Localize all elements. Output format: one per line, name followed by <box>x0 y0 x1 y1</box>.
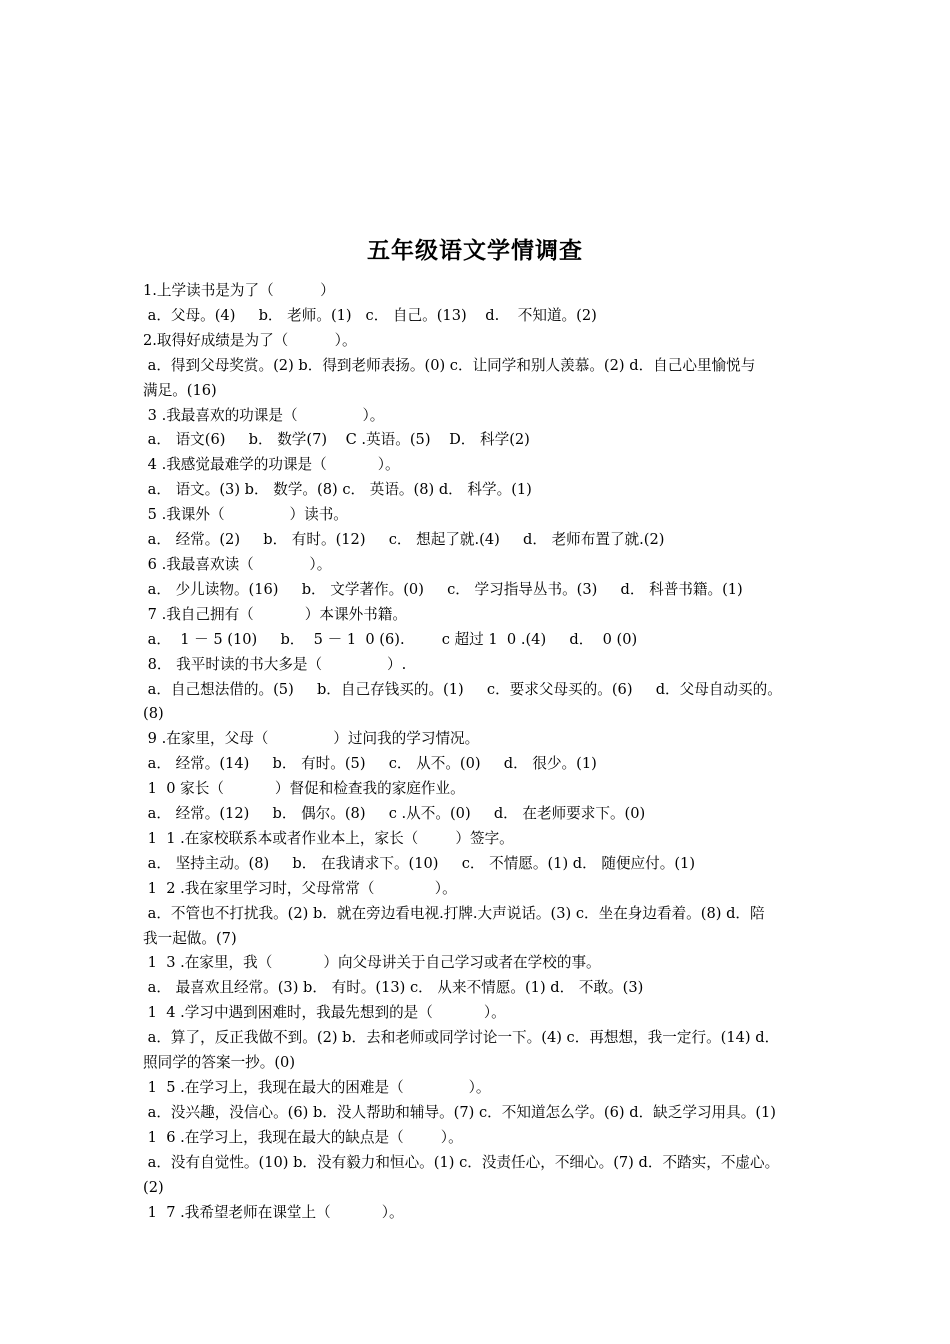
survey-line: a． 1 － 5 (10) b． 5 － 1 0 (6). c 超过 1 0 .(4) d． 0 (0) <box>143 630 638 648</box>
survey-line: a． 坚持主动。(8) b． 在我请求下。(10) c． 不情愿。(1) d． 随便应付。(1) <box>143 854 696 872</box>
survey-line: a．父母。(4) b． 老师。(1) c． 自己。(13) d. 不知道。(2) <box>143 306 597 324</box>
survey-line: 8． 我平时读的书大多是（ ）. <box>143 655 407 673</box>
survey-line: 4 .我感觉最难学的功课是（ ）。 <box>143 456 400 474</box>
survey-line: a．自己想法借的。(5) b．自己存钱买的。(1) c．要求父母买的。(6) d．父母自动买的。 <box>143 680 782 698</box>
survey-line: 1.上学读书是为了（ ） <box>143 282 335 299</box>
survey-line: a．没有自觉性。(10) b．没有毅力和恒心。(1) c．没责任心，不细心。(7) d．不踏实，不虚心。 <box>143 1153 780 1171</box>
survey-line: 1 0 家长（ ）督促和检查我的家庭作业。 <box>143 780 465 798</box>
survey-line: a． 最喜欢且经常。(3) b． 有时。(13) c． 从来不情愿。(1) d． 不敢。(3) <box>143 979 644 997</box>
survey-line: 3 .我最喜欢的功课是（ ）。 <box>143 406 385 424</box>
survey-line: 1 2 .我在家里学习时，父母常常（ ）。 <box>143 879 457 897</box>
survey-line: a． 语文。(3) b． 数学。(8) c． 英语。(8) d． 科学。(1) <box>143 481 532 499</box>
survey-line: 1 3 .在家里，我（ ）向父母讲关于自己学习或者在学校的事。 <box>143 954 601 972</box>
survey-line: (8) <box>143 705 164 723</box>
survey-line: a．得到父母奖赏。(2) b．得到老师表扬。(0) c．让同学和别人羡慕。(2) d．自己心里愉悦与 <box>143 356 756 374</box>
survey-line: 1 4 .学习中遇到困难时，我最先想到的是（ ）。 <box>143 1004 506 1022</box>
survey-line: a． 经常。(12) b． 偶尔。(8) c .从不。(0) d． 在老师要求下。(0) <box>143 805 646 823</box>
survey-line: 9 .在家里，父母（ ）过问我的学习情况。 <box>143 730 480 748</box>
survey-content <box>143 279 813 1225</box>
survey-line: a． 经常。(14) b． 有时。(5) c． 从不。(0) d． 很少。(1) <box>143 755 597 773</box>
survey-line: 1 1 .在家校联系本或者作业本上，家长（ ）签字。 <box>143 829 514 847</box>
survey-line: 2.取得好成绩是为了（ ）。 <box>143 331 357 349</box>
document-title: 五年级语文学情调查 <box>367 237 583 264</box>
survey-line: (2) <box>143 1178 164 1196</box>
survey-line: a．没兴趣，没信心。(6) b．没人帮助和辅导。(7) c．不知道怎么学。(6) d．缺乏学习用具。(1) <box>143 1103 776 1121</box>
survey-line: a． 经常。(2) b． 有时。(12) c． 想起了就.(4) d． 老师布置了就.(2) <box>143 531 665 549</box>
survey-line: 7 .我自己拥有（ ）本课外书籍。 <box>143 605 407 623</box>
survey-line: 1 6 .在学习上，我现在最大的缺点是（ ）。 <box>143 1128 463 1146</box>
survey-line: a． 语文(6) b． 数学(7) C .英语。(5) D． 科学(2) <box>143 431 530 449</box>
survey-line: 5 .我课外（ ）读书。 <box>143 506 348 524</box>
survey-line: 6 .我最喜欢读（ ）。 <box>143 555 332 573</box>
survey-line: 1 7 .我希望老师在课堂上（ ）。 <box>143 1203 404 1221</box>
survey-line: 满足。(16) <box>143 381 217 399</box>
survey-line: 照同学的答案一抄。(0) <box>143 1054 296 1072</box>
survey-line: a．算了，反正我做不到。(2) b．去和老师或同学讨论一下。(4) c．再想想，我一定行。(14) d． <box>143 1029 780 1047</box>
survey-line: 1 5 .在学习上，我现在最大的困难是（ ）。 <box>143 1079 491 1096</box>
survey-line: a． 少儿读物。(16) b． 文学著作。(0) c． 学习指导丛书。(3) d． 科普书籍。(1) <box>143 580 743 598</box>
survey-line: 我一起做。(7) <box>143 929 237 947</box>
survey-line: a．不管也不打扰我。(2) b．就在旁边看电视.打牌.大声说话。(3) c．坐在身边看着。(8) d．陪 <box>143 904 765 922</box>
